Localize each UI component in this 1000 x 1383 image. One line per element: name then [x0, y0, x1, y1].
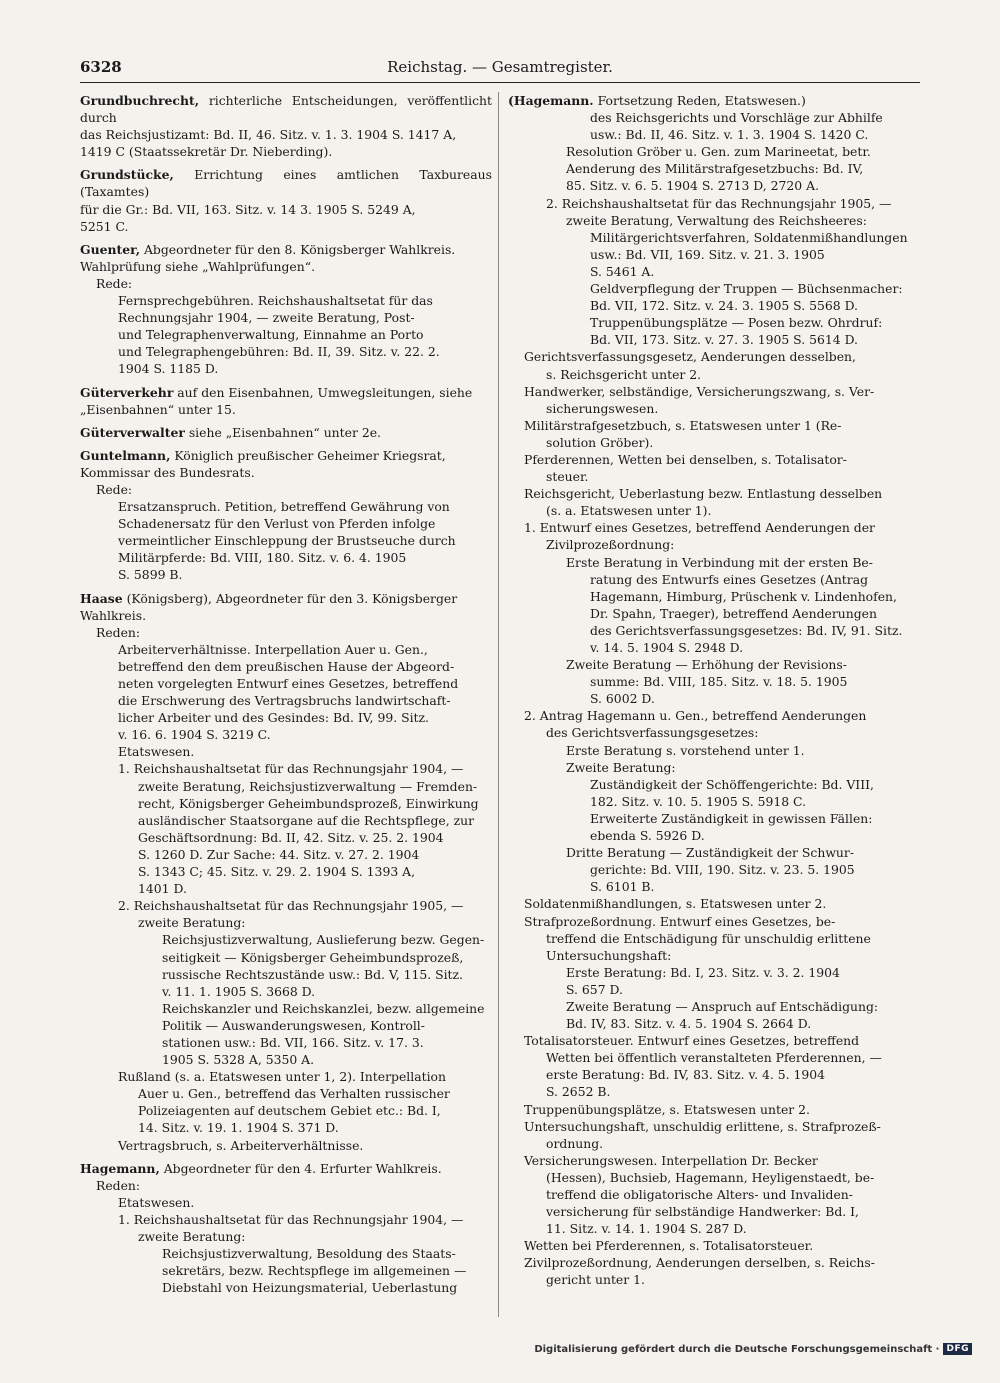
entry-text: seitigkeit — Königsberger Geheimbundsprozeß,: [162, 949, 464, 965]
entry-line: [508, 1169, 920, 1186]
entry-text: (Hessen), Buchsieb, Hagemann, Heyligenstaedt, be-: [546, 1169, 875, 1185]
entry-line: [508, 964, 920, 981]
entry-headword: Haase: [80, 590, 123, 606]
column-divider: [498, 92, 499, 1317]
entry-line: [80, 1102, 492, 1119]
entry-line: [80, 447, 492, 464]
entry-line: [508, 229, 920, 246]
entry-text: Wetten bei öffentlich veranstalteten Pferderennen, —: [546, 1050, 882, 1066]
entry-line: [80, 498, 492, 515]
entry-line: [80, 126, 492, 143]
entry-line: [80, 464, 492, 481]
entry-line: [508, 810, 920, 827]
entry-line: [508, 690, 920, 707]
entry-text: Wahlkreis.: [80, 607, 147, 623]
entry-text: Schadenersatz für den Verlust von Pferden infolge: [118, 516, 436, 532]
entry-line: [80, 201, 492, 218]
entry-text: Handwerker, selbständige, Versicherungszwang, s. Ver-: [524, 383, 875, 399]
entry-text: 1. Entwurf eines Gesetzes, betreffend Aenderungen der: [524, 520, 875, 536]
entry-line: [508, 776, 920, 793]
entry-line: [80, 641, 492, 658]
entry-line: [80, 1000, 492, 1017]
entry-line: [508, 639, 920, 656]
entry-text: Wetten bei Pferderennen, s. Totalisatorsteuer.: [524, 1238, 814, 1254]
entry-line: [80, 624, 492, 641]
entry-line: [508, 895, 920, 912]
index-entry: [80, 92, 492, 160]
entry-line: [80, 760, 492, 777]
entry-text: Militärpferde: Bd. VIII, 180. Sitz. v. 6. 4. 1905: [118, 550, 407, 566]
entry-line: [508, 707, 920, 724]
entry-line: [508, 434, 920, 451]
entry-line: [80, 949, 492, 966]
entry-text: versicherung für selbständige Handwerker: Bd. I,: [546, 1204, 859, 1220]
entry-line: [80, 143, 492, 160]
entry-line: [508, 930, 920, 947]
entry-line: [508, 571, 920, 588]
entry-line: [80, 549, 492, 566]
entry-text: des Reichsgerichts und Vorschläge zur Abhilfe: [590, 110, 883, 126]
entry-line: [80, 532, 492, 549]
entry-text: Untersuchungshaft:: [546, 947, 672, 963]
entry-text: Militärstrafgesetzbuch, s. Etatswesen unter 1 (Re-: [524, 417, 842, 433]
entry-text: Geschäftsordnung: Bd. II, 42. Sitz. v. 25. 2. 1904: [138, 829, 444, 845]
entry-text: Reden:: [96, 1177, 141, 1193]
entry-text: recht, Königsberger Geheimbundsprozeß, Einwirkung: [138, 795, 479, 811]
entry-text: Rußland (s. a. Etatswesen unter 1, 2). Interpellation: [118, 1069, 446, 1085]
entry-line: [508, 126, 920, 143]
entry-line: [508, 622, 920, 639]
entry-line: [80, 812, 492, 829]
entry-text: 1905 S. 5328 A, 5350 A.: [162, 1052, 315, 1068]
entry-headword: Grundstücke,: [80, 167, 174, 183]
entry-text: Arbeiterverhältnisse. Interpellation Auer u. Gen.,: [118, 641, 428, 657]
entry-line: [508, 1135, 920, 1152]
entry-line: [80, 675, 492, 692]
entry-text: zweite Beratung, Verwaltung des Reichsheeres:: [566, 212, 867, 228]
index-entry: [80, 384, 492, 418]
entry-text: Geldverpflegung der Truppen — Büchsenmacher:: [590, 281, 903, 297]
entry-text: Reichsjustizverwaltung, Besoldung des Staats-: [162, 1246, 456, 1262]
entry-text: Zuständigkeit der Schöffengerichte: Bd. VIII,: [590, 776, 874, 792]
entry-line: [508, 1220, 920, 1237]
entry-text: Rede:: [96, 481, 133, 497]
entry-text: summe: Bd. VIII, 185. Sitz. v. 18. 5. 1905: [590, 674, 848, 690]
entry-text: Politik — Auswanderungswesen, Kontroll-: [162, 1017, 425, 1033]
entry-line: [508, 314, 920, 331]
entry-text: S. 6101 B.: [590, 879, 655, 895]
entry-text: und Telegraphenverwaltung, Einnahme an Porto: [118, 327, 424, 343]
index-entry: [80, 424, 492, 441]
entry-line: [80, 692, 492, 709]
entry-text: auf den Eisenbahnen, Umwegsleitungen, siehe: [177, 384, 473, 400]
entry-line: [80, 481, 492, 498]
entry-line: [80, 709, 492, 726]
entry-line: [80, 1034, 492, 1051]
entry-line: [80, 966, 492, 983]
entry-text: solution Gröber).: [546, 434, 654, 450]
entry-text: neten vorgelegten Entwurf eines Gesetzes, betreffend: [118, 676, 459, 691]
entry-line: [508, 92, 920, 109]
entry-line: [508, 673, 920, 690]
entry-text: 182. Sitz. v. 10. 5. 1905 S. 5918 C.: [590, 793, 807, 809]
entry-text: betreffend den dem preußischen Hause der Abgeord-: [118, 658, 455, 674]
entry-line: [80, 829, 492, 846]
entry-text: Erste Beratung s. vorstehend unter 1.: [566, 742, 805, 758]
entry-line: [80, 1160, 492, 1177]
entry-text: steuer.: [546, 469, 589, 485]
entry-line: [80, 1068, 492, 1085]
entry-text: des Gerichtsverfassungsgesetzes:: [546, 725, 759, 741]
entry-text: Pferderennen, Wetten bei denselben, s. Totalisator-: [524, 451, 847, 467]
index-entry: [80, 1160, 492, 1297]
entry-text: Fernsprechgebühren. Reichshaushaltsetat für das: [118, 293, 433, 309]
dfg-logo: DFG: [943, 1343, 972, 1355]
entry-line: [508, 212, 920, 229]
entry-line: [508, 195, 920, 212]
entry-line: [508, 913, 920, 930]
entry-headword: Güterverkehr: [80, 384, 174, 400]
entry-text: siehe „Eisenbahnen“ unter 2e.: [188, 424, 381, 440]
entry-line: [80, 607, 492, 624]
entry-text: 14. Sitz. v. 19. 1. 1904 S. 371 D.: [138, 1120, 339, 1136]
entry-line: [80, 1262, 492, 1279]
entry-text: vermeintlicher Einschleppung der Brustseuche durch: [118, 533, 456, 549]
entry-line: [80, 795, 492, 812]
entry-line: [508, 1237, 920, 1254]
entry-line: [508, 1203, 920, 1220]
entry-line: [508, 1118, 920, 1135]
entry-text: 11. Sitz. v. 14. 1. 1904 S. 287 D.: [546, 1221, 747, 1237]
entry-line: [80, 360, 492, 377]
entry-text: (s. a. Etatswesen unter 1).: [546, 503, 712, 519]
entry-text: Reden:: [96, 624, 141, 640]
entry-line: [508, 177, 920, 194]
entry-line: [508, 1254, 920, 1271]
entry-text: treffend die Entschädigung für unschuldig erlittene: [546, 930, 871, 946]
entry-line: [508, 827, 920, 844]
entry-text: Reichskanzler und Reichskanzlei, bezw. allgemeine: [162, 1000, 485, 1016]
entry-line: [508, 485, 920, 502]
entry-text: Erweiterte Zuständigkeit in gewissen Fällen:: [590, 810, 873, 826]
entry-line: [80, 309, 492, 326]
entry-line: [508, 724, 920, 741]
entry-line: [80, 1211, 492, 1228]
entry-text: S. 657 D.: [566, 981, 623, 997]
entry-text: Errichtung eines amtlichen Taxbureaus (Taxamtes): [80, 167, 492, 200]
entry-text: „Eisenbahnen“ unter 15.: [80, 401, 236, 417]
entry-line: [508, 878, 920, 895]
entry-line: [80, 1177, 492, 1194]
entry-line: [80, 658, 492, 675]
entry-headword: Guenter,: [80, 241, 141, 257]
entry-text: 2. Antrag Hagemann u. Gen., betreffend Aenderungen: [524, 708, 867, 724]
entry-line: [508, 383, 920, 400]
entry-text: Soldatenmißhandlungen, s. Etatswesen unter 2.: [524, 896, 827, 912]
entry-line: [80, 897, 492, 914]
entry-text: und Telegraphengebühren: Bd. II, 39. Sitz. v. 22. 2.: [118, 344, 440, 360]
index-entry: [80, 241, 492, 378]
entry-line: [508, 263, 920, 280]
footer-credit: Digitalisierung gefördert durch die Deutsche Forschungsgemeinschaft ·: [534, 1343, 940, 1355]
entry-text: Zivilprozeßordnung:: [546, 537, 675, 553]
entry-text: Etatswesen.: [118, 744, 195, 760]
entry-line: [508, 1066, 920, 1083]
entry-text: Zweite Beratung:: [566, 759, 676, 775]
page-header: [80, 58, 920, 83]
entry-line: [80, 424, 492, 441]
entry-text: sicherungswesen.: [546, 400, 659, 416]
entry-text: ratung des Entwurfs eines Gesetzes (Antrag: [590, 571, 869, 587]
entry-text: S. 1343 C; 45. Sitz. v. 29. 2. 1904 S. 1393 A,: [138, 864, 416, 880]
entry-line: [80, 1017, 492, 1034]
entry-line: [80, 931, 492, 948]
entry-line: [80, 1279, 492, 1296]
entry-text: Königlich preußischer Geheimer Kriegsrat,: [174, 447, 446, 463]
entry-text: Bd. VII, 172. Sitz. v. 24. 3. 1905 S. 5568 D.: [590, 298, 859, 314]
entry-text: Diebstahl von Heizungsmaterial, Ueberlastung: [162, 1280, 458, 1296]
entry-text: Zivilprozeßordnung, Aenderungen derselben, s. Reichs-: [524, 1255, 875, 1271]
entry-line: [508, 947, 920, 964]
entry-text: Dritte Beratung — Zuständigkeit der Schwur-: [566, 845, 855, 861]
entry-text: ausländischer Staatsorgane auf die Rechtspflege, zur: [138, 812, 475, 828]
entry-line: [80, 275, 492, 292]
entry-text: Totalisatorsteuer. Entwurf eines Gesetzes, betreffend: [524, 1033, 860, 1049]
entry-line: [508, 246, 920, 263]
entry-text: erste Beratung: Bd. IV, 83. Sitz. v. 4. 5. 1904: [546, 1067, 826, 1083]
entry-text: 1. Reichshaushaltsetat für das Rechnungsjahr 1904, —: [118, 1211, 464, 1227]
entry-line: [508, 1083, 920, 1100]
entry-headword: Güterverwalter: [80, 424, 185, 440]
entry-line: [80, 343, 492, 360]
entry-line: [508, 605, 920, 622]
entry-text: ebenda S. 5926 D.: [590, 828, 705, 844]
entry-text: das Reichsjustizamt: Bd. II, 46. Sitz. v. 1. 3. 1904 S. 1417 A,: [80, 127, 457, 143]
index-entry: [80, 447, 492, 584]
entry-line: [508, 160, 920, 177]
entry-line: [80, 983, 492, 1000]
entry-text: 1401 D.: [138, 881, 187, 897]
entry-text: Aenderung des Militärstrafgesetzbuchs: Bd. IV,: [566, 161, 864, 177]
entry-text: Fortsetzung Reden, Etatswesen.): [597, 93, 806, 108]
entry-line: [80, 384, 492, 401]
entry-line: [80, 218, 492, 235]
entry-text: gericht unter 1.: [546, 1272, 645, 1288]
entry-line: [508, 554, 920, 571]
entry-text: S. 5899 B.: [118, 567, 183, 583]
entry-line: [80, 326, 492, 343]
index-entry: [508, 92, 920, 1289]
entry-line: [508, 861, 920, 878]
entry-text: s. Reichsgericht unter 2.: [546, 366, 702, 382]
entry-line: [508, 280, 920, 297]
entry-text: 2. Reichshaushaltsetat für das Rechnungsjahr 1905, —: [546, 195, 892, 211]
entry-line: [80, 914, 492, 931]
entry-line: [80, 778, 492, 795]
entry-text: des Gerichtsverfassungsgesetzes: Bd. IV, 91. Sitz.: [590, 622, 903, 638]
entry-text: Reichsgericht, Ueberlastung bezw. Entlastung desselben: [524, 486, 883, 502]
entry-text: sekretärs, bezw. Rechtspflege im allgemeinen —: [162, 1263, 467, 1279]
entry-text: Vertragsbruch, s. Arbeiterverhältnisse.: [118, 1137, 364, 1153]
entry-line: [508, 742, 920, 759]
entry-text: Bd. VII, 173. Sitz. v. 27. 3. 1905 S. 5614 D.: [590, 332, 859, 348]
entry-text: 5251 C.: [80, 218, 129, 234]
entry-text: Wahlprüfung siehe „Wahlprüfungen“.: [80, 258, 316, 274]
entry-text: die Erschwerung des Vertragsbruchs landwirtschaft-: [118, 693, 451, 709]
entry-text: 1419 C (Staatssekretär Dr. Nieberding).: [80, 144, 333, 160]
entry-line: [508, 331, 920, 348]
entry-text: Abgeordneter für den 4. Erfurter Wahlkreis.: [163, 1160, 442, 1176]
entry-line: [508, 1032, 920, 1049]
index-entry: [80, 590, 492, 1154]
entry-line: [508, 844, 920, 861]
entry-text: (Königsberg), Abgeordneter für den 3. Königsberger: [126, 590, 458, 606]
entry-headword: Guntelmann,: [80, 447, 171, 463]
entry-text: Bd. IV, 83. Sitz. v. 4. 5. 1904 S. 2664 D.: [566, 1016, 812, 1032]
entry-line: [80, 1137, 492, 1154]
entry-line: [80, 863, 492, 880]
entry-line: [508, 588, 920, 605]
entry-line: [80, 1085, 492, 1102]
entry-text: russische Rechtszustände usw.: Bd. V, 115. Sitz.: [162, 966, 463, 982]
entry-text: Resolution Gröber u. Gen. zum Marineetat, betr.: [566, 144, 871, 160]
entry-text: Versicherungswesen. Interpellation Dr. Becker: [524, 1152, 818, 1168]
entry-line: [508, 656, 920, 673]
entry-line: [508, 468, 920, 485]
entry-line: [508, 143, 920, 160]
entry-text: zweite Beratung, Reichsjustizverwaltung — Fremden-: [138, 778, 478, 794]
entry-line: [80, 743, 492, 760]
entry-text: Militärgerichtsverfahren, Soldatenmißhandlungen: [590, 229, 908, 245]
entry-text: v. 11. 1. 1905 S. 3668 D.: [162, 983, 316, 999]
entry-text: usw.: Bd. II, 46. Sitz. v. 1. 3. 1904 S. 1420 C.: [590, 127, 869, 143]
entry-line: [508, 536, 920, 553]
entry-text: 1. Reichshaushaltsetat für das Rechnungsjahr 1904, —: [118, 761, 464, 777]
entry-text: zweite Beratung:: [138, 915, 246, 931]
entry-line: [80, 92, 492, 126]
entry-line: [80, 241, 492, 258]
entry-text: S. 1260 D. Zur Sache: 44. Sitz. v. 27. 2. 1904: [138, 846, 420, 862]
entry-line: [508, 451, 920, 468]
entry-text: 1904 S. 1185 D.: [118, 361, 219, 377]
entry-text: Strafprozeßordnung. Entwurf eines Gesetzes, be-: [524, 913, 836, 929]
entry-line: [508, 1049, 920, 1066]
entry-line: [80, 292, 492, 309]
entry-line: [80, 846, 492, 863]
entry-line: [508, 998, 920, 1015]
right-column: [508, 92, 920, 1322]
entry-line: [80, 726, 492, 743]
entry-line: [508, 297, 920, 314]
entry-text: zweite Beratung:: [138, 1229, 246, 1244]
entry-line: [80, 515, 492, 532]
entry-headword: (Hagemann.: [508, 93, 594, 108]
entry-text: treffend die obligatorische Alters- und Invaliden-: [546, 1187, 853, 1202]
page-number: 6328: [80, 58, 122, 76]
entry-text: S. 6002 D.: [590, 691, 655, 707]
entry-text: Erste Beratung: Bd. I, 23. Sitz. v. 3. 2. 1904: [566, 964, 840, 980]
entry-line: [80, 880, 492, 897]
entry-text: usw.: Bd. VII, 169. Sitz. v. 21. 3. 1905: [590, 246, 825, 262]
running-title: Reichstag. — Gesamtregister.: [387, 58, 613, 76]
entry-text: für die Gr.: Bd. VII, 163. Sitz. v. 14 3. 1905 S. 5249 A,: [80, 201, 416, 217]
entry-line: [508, 348, 920, 365]
entry-text: Gerichtsverfassungsgesetz, Aenderungen desselben,: [524, 349, 856, 365]
entry-text: Kommissar des Bundesrats.: [80, 464, 255, 480]
entry-line: [80, 1228, 492, 1245]
entry-line: [80, 590, 492, 607]
entry-headword: Hagemann,: [80, 1160, 160, 1176]
entry-text: Untersuchungshaft, unschuldig erlittene, s. Strafprozeß-: [524, 1118, 881, 1134]
entry-text: Rechnungsjahr 1904, — zweite Beratung, Post-: [118, 310, 415, 326]
entry-text: Ersatzanspruch. Petition, betreffend Gewährung von: [118, 499, 450, 515]
entry-text: S. 2652 B.: [546, 1084, 611, 1100]
entry-line: [508, 1152, 920, 1169]
entry-line: [80, 1051, 492, 1068]
entry-text: Zweite Beratung — Anspruch auf Entschädigung:: [566, 998, 879, 1014]
entry-text: Dr. Spahn, Traeger), betreffend Aenderungen: [590, 605, 877, 621]
entry-line: [80, 401, 492, 418]
entry-line: [80, 258, 492, 275]
entry-text: Etatswesen.: [118, 1194, 195, 1210]
entry-text: 85. Sitz. v. 6. 5. 1904 S. 2713 D, 2720 A.: [566, 178, 820, 194]
entry-text: S. 5461 A.: [590, 263, 655, 279]
entry-text: Zweite Beratung — Erhöhung der Revisions-: [566, 657, 847, 673]
entry-line: [80, 166, 492, 200]
entry-text: Auer u. Gen., betreffend das Verhalten russischer: [138, 1086, 450, 1102]
footer: [534, 1343, 972, 1355]
entry-line: [508, 759, 920, 776]
entry-line: [508, 1271, 920, 1288]
entry-line: [508, 502, 920, 519]
entry-text: Polizeiagenten auf deutschem Gebiet etc.: Bd. I,: [138, 1103, 441, 1119]
entry-text: 2. Reichshaushaltsetat für das Rechnungsjahr 1905, —: [118, 898, 464, 914]
entry-text: Truppenübungsplätze — Posen bezw. Ohrdruf:: [590, 315, 883, 331]
entry-line: [508, 793, 920, 810]
entry-text: Abgeordneter für den 8. Königsberger Wahlkreis.: [143, 241, 456, 257]
entry-line: [508, 1101, 920, 1118]
entry-text: v. 14. 5. 1904 S. 2948 D.: [590, 640, 744, 655]
entry-text: Erste Beratung in Verbindung mit der ersten Be-: [566, 554, 873, 570]
entry-text: richterliche Entscheidungen, veröffentlicht durch: [80, 93, 492, 126]
entry-line: [508, 519, 920, 536]
entry-line: [80, 566, 492, 583]
entry-text: v. 16. 6. 1904 S. 3219 C.: [118, 727, 271, 743]
entry-line: [508, 109, 920, 126]
entry-headword: Grundbuchrecht,: [80, 93, 200, 108]
entry-line: [508, 1186, 920, 1203]
entry-line: [80, 1194, 492, 1211]
left-column: [80, 92, 492, 1322]
entry-line: [508, 366, 920, 383]
entry-line: [508, 417, 920, 434]
entry-text: ordnung.: [546, 1135, 604, 1151]
entry-line: [508, 1015, 920, 1032]
entry-line: [80, 1119, 492, 1136]
entry-text: Reichsjustizverwaltung, Auslieferung bezw. Gegen-: [162, 932, 485, 948]
entry-line: [508, 400, 920, 417]
entry-line: [80, 1245, 492, 1262]
entry-text: Hagemann, Himburg, Prüschenk v. Lindenhofen,: [590, 588, 897, 604]
entry-text: Truppenübungsplätze, s. Etatswesen unter 2.: [524, 1101, 810, 1117]
entry-text: Rede:: [96, 275, 133, 291]
entry-text: stationen usw.: Bd. VII, 166. Sitz. v. 17. 3.: [162, 1034, 424, 1050]
entry-line: [508, 981, 920, 998]
entry-text: licher Arbeiter und des Gesindes: Bd. IV, 99. Sitz.: [118, 710, 429, 726]
entry-text: gerichte: Bd. VIII, 190. Sitz. v. 23. 5. 1905: [590, 862, 855, 878]
index-entry: [80, 166, 492, 234]
